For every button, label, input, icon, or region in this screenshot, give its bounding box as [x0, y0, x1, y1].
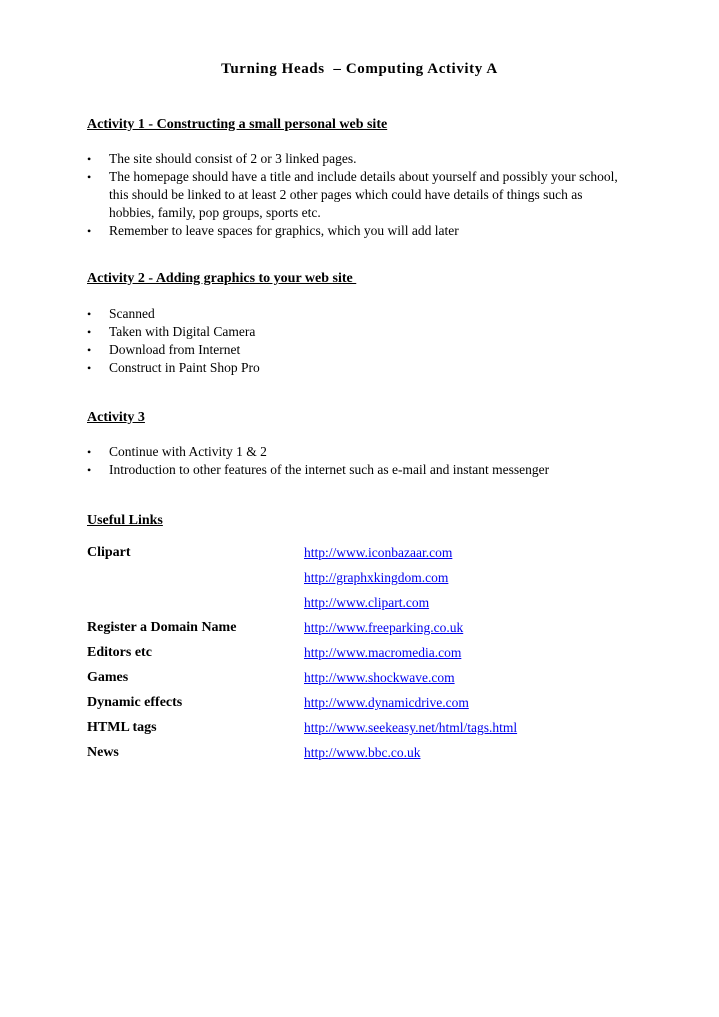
list-item [87, 461, 627, 479]
list-item [87, 443, 627, 461]
activity-2-list [87, 305, 627, 377]
list-item-text: Introduction to other features of the internet such as e-mail and instant messenger [109, 462, 550, 477]
link-url[interactable]: http://www.freeparking.co.uk [304, 620, 464, 635]
list-item-text: Construct in Paint Shop Pro [109, 360, 260, 375]
activity-3-list [87, 443, 627, 479]
bullet-icon: • [87, 170, 92, 184]
list-item [87, 359, 627, 377]
bullet-icon: • [87, 307, 92, 321]
list-item [87, 168, 627, 222]
link-row [87, 545, 587, 570]
bullet-icon: • [87, 361, 92, 375]
list-item-text: Continue with Activity 1 & 2 [109, 444, 267, 459]
link-category-label: Editors etc [87, 645, 152, 660]
useful-links-table [87, 545, 587, 770]
link-category-label: Games [87, 670, 129, 685]
list-item-text: Scanned [109, 306, 155, 321]
bullet-icon: • [87, 325, 92, 339]
activity-1-heading: Activity 1 - Constructing a small personal web site [87, 117, 388, 132]
activity-1-list [87, 150, 627, 240]
link-url[interactable]: http://www.seekeasy.net/html/tags.html [304, 720, 518, 735]
link-url[interactable]: http://www.shockwave.com [304, 670, 455, 685]
list-item [87, 150, 627, 168]
link-row [87, 720, 587, 745]
link-url[interactable]: http://www.macromedia.com [304, 645, 462, 660]
link-url[interactable]: http://www.iconbazaar.com [304, 545, 453, 560]
link-category-label: HTML tags [87, 720, 157, 735]
list-item-text: Download from Internet [109, 342, 241, 357]
page-title: Turning Heads – Computing Activity A [221, 61, 498, 77]
list-item-text: Remember to leave spaces for graphics, which you will add later [109, 223, 459, 238]
link-category-label: Register a Domain Name [87, 620, 237, 635]
link-row [87, 570, 587, 595]
list-item [87, 323, 627, 341]
list-item-text: The site should consist of 2 or 3 linked pages. [109, 151, 357, 166]
link-url[interactable]: http://www.dynamicdrive.com [304, 695, 469, 710]
link-row [87, 595, 587, 620]
link-row [87, 620, 587, 645]
link-url[interactable]: http://www.clipart.com [304, 595, 430, 610]
list-item [87, 341, 627, 359]
link-url[interactable]: http://www.bbc.co.uk [304, 745, 421, 760]
list-item-text: The homepage should have a title and include details about yourself and possibly your school, this should be linked to at least 2 other pages which could have details of things such as hobbies, family, pop groups, sports etc. [109, 169, 618, 220]
link-category-label: Dynamic effects [87, 695, 183, 710]
useful-links-heading: Useful Links [87, 513, 163, 528]
link-category-label: Clipart [87, 545, 131, 560]
list-item [87, 305, 627, 323]
activity-2-heading: Activity 2 - Adding graphics to your web site [87, 271, 357, 286]
link-row [87, 645, 587, 670]
link-row [87, 745, 587, 770]
bullet-icon: • [87, 343, 92, 357]
link-url[interactable]: http://graphxkingdom.com [304, 570, 449, 585]
link-category-label: News [87, 745, 119, 760]
list-item [87, 222, 627, 240]
link-row [87, 695, 587, 720]
activity-3-heading: Activity 3 [87, 410, 145, 425]
list-item-text: Taken with Digital Camera [109, 324, 256, 339]
bullet-icon: • [87, 152, 92, 166]
link-row [87, 670, 587, 695]
bullet-icon: • [87, 224, 92, 238]
bullet-icon: • [87, 463, 92, 477]
bullet-icon: • [87, 445, 92, 459]
